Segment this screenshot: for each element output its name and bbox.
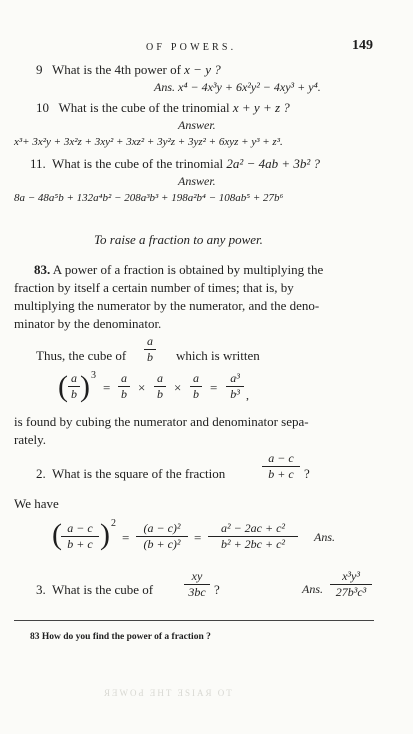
book-page: OF POWERS. 149 9 What is the 4th power of x − y ? Ans. x⁴ − 4x³y + 6x²y² − 4xy³ + y⁴. 10 What is the cube of the trinomial x + y + z ? Answer. x³+ 3x²y + 3x²z + 3xy² + 3xz² + 3y²z + 3yz² + 6xyz + y³ + z³. 11. What is the cube of the trinomial 2a² − 4ab + 3b² ? Answer. 8a − 48a⁵b + 132a⁴b² − 208a³b³ + 198a²b⁴ − 108ab⁵ + 27b⁶ To raise a fraction to any power. 83. A power of a fraction is obtained by multiplying the fraction by itself a certain number of times; that is, by multiplying the numerator by the numerator, and the deno- minator by the denominator. Thus, the cube of a b which is written ( a b ) 3 = a b × a b × a b = a³ b³ , is found by cubing the numerator and denominator sepa- rately. 2. What is the square of the fraction a − c b + c ? We have ( a − c b + c ) 2 = (a − c)² (b + c)² = a² − 2ac + c² b² + 2bc + c² Ans. 3. What is the cube of xy 3bc ? Ans. x³y³ 27b³c³ 83 How do you find the power of a fraction ? ЯƎWOԀ ƎHT ƎSIAЯ OT <box>14 38 373 698</box>
square-lhs-fraction: a − c b + c <box>61 522 99 551</box>
equation-factor-1: a b <box>118 372 130 401</box>
square-equation: ( a − c b + c ) 2 = (a − c)² (b + c)² = a² − 2ac + c² b² + 2bc + c² Ans. <box>52 518 335 551</box>
exercise-2-question: 2. What is the square of the fraction <box>36 466 226 481</box>
exercise-10 <box>36 100 290 116</box>
equation-factor-2: a b <box>154 372 166 401</box>
exercise-3-question: 3. What is the cube of <box>36 582 154 597</box>
thus-after-line-1: is found by cubing the numerator and denominator sepa- <box>14 414 309 429</box>
exercise-expression: x + y + z ? <box>232 100 290 115</box>
running-title: OF POWERS. <box>146 42 237 53</box>
exercise-3-fraction: xy 3bc <box>184 570 210 599</box>
paragraph-number: 83. <box>34 262 51 277</box>
cube-equation: ( a b ) 3 = a b × a b × a b = a³ b³ , <box>58 370 249 403</box>
exercise-10-answer-label: Answer. <box>178 118 216 132</box>
exercise-question: What is the 4th power of <box>52 62 181 77</box>
exercise-number: 11. <box>30 156 46 171</box>
page-number: 149 <box>352 38 373 53</box>
square-mid-fraction: (a − c)² (b + c)² <box>136 522 188 551</box>
fraction-a-over-b: a b <box>144 335 156 364</box>
exercise-9-answer <box>154 80 321 95</box>
exercise-9 <box>36 62 221 78</box>
answer-expression: x⁴ − 4x³y + 6x²y² − 4xy³ + y⁴. <box>178 80 321 94</box>
exercise-expression: x − y ? <box>184 62 221 77</box>
exercise-question: What is the cube of the trinomial <box>58 100 230 115</box>
thus-after-line-2: rately. <box>14 432 46 447</box>
answer-label: Ans. <box>154 80 175 94</box>
answer-label: Ans. <box>302 582 323 596</box>
we-have: We have <box>14 496 59 511</box>
bleed-through-text: ЯƎWOԀ ƎHT ƎSIAЯ OT <box>104 688 234 698</box>
exercise-question: What is the cube of the trinomial <box>52 156 224 171</box>
exercise-number: 9 <box>36 62 43 77</box>
exercise-10-answer: x³+ 3x²y + 3x²z + 3xy² + 3xz² + 3y²z + 3yz² + 6xyz + y³ + z³. <box>14 136 283 148</box>
exercise-3-answer: x³y³ 27b³c³ <box>330 570 372 599</box>
section-heading: To raise a fraction to any power. <box>94 232 263 247</box>
footnote: 83 How do you find the power of a fraction ? <box>30 632 211 642</box>
exercise-11-answer-label: Answer. <box>178 174 216 188</box>
paragraph-83-line-1: 83. A power of a fraction is obtained by multiplying the <box>34 262 324 277</box>
exercise-11 <box>30 156 320 172</box>
exercise-number: 10 <box>36 100 49 115</box>
footnote-rule <box>14 620 374 621</box>
equation-fraction-base: a b <box>68 372 80 401</box>
equation-result: a³ b³ <box>226 372 244 401</box>
exercise-2-fraction: a − c b + c <box>262 452 300 481</box>
paragraph-83-line-2: fraction by itself a certain number of times; that is, by <box>14 280 294 295</box>
equation-factor-3: a b <box>190 372 202 401</box>
paragraph-83-line-4: minator by the denominator. <box>14 316 162 331</box>
paragraph-83-line-3: multiplying the numerator by the numerator, and the deno- <box>14 298 320 313</box>
exercise-11-answer: 8a − 48a⁵b + 132a⁴b² − 208a³b³ + 198a²b⁴ − 108ab⁵ + 27b⁶ <box>14 192 284 204</box>
exercise-expression: 2a² − 4ab + 3b² ? <box>226 156 321 171</box>
answer-label: Ans. <box>314 530 335 544</box>
equation-exponent: 3 <box>91 370 96 381</box>
square-rhs-fraction: a² − 2ac + c² b² + 2bc + c² <box>208 522 298 551</box>
thus-lead: Thus, the cube of <box>36 348 127 363</box>
thus-tail: which is written <box>176 348 260 363</box>
